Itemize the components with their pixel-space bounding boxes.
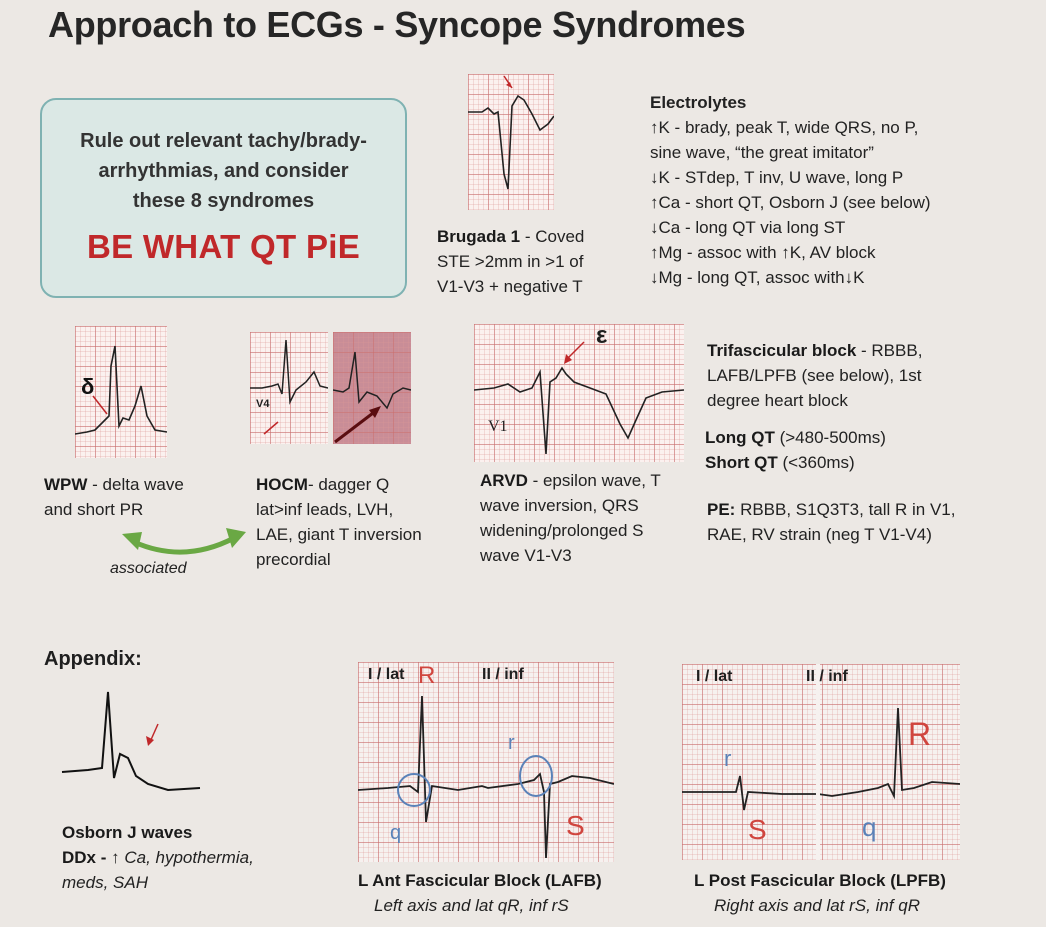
pe-line-2: RAE, RV strain (neg T V1-V4) xyxy=(707,525,932,544)
hocm-line-3: LAE, giant T inversion xyxy=(256,525,422,544)
lpfb-big-S: S xyxy=(748,814,767,845)
epsilon-symbol: ε xyxy=(596,324,608,349)
arvd-lead-label: V1 xyxy=(488,418,508,435)
ddx-line-2: meds, SAH xyxy=(62,873,148,892)
rule-out-box xyxy=(40,98,407,298)
ddx-label: DDx - xyxy=(62,848,112,867)
trifascicular-note xyxy=(707,338,922,413)
wpw-line-2: and short PR xyxy=(44,500,144,519)
lpfb-big-R: R xyxy=(908,716,932,752)
trifascicular-name: Trifascicular block xyxy=(707,341,857,360)
mnemonic: BE WHAT QT PiE xyxy=(86,228,361,265)
qt-notes xyxy=(705,425,886,475)
hocm-line-2: lat>inf leads, LVH, xyxy=(256,500,394,519)
osborn-title: Osborn J waves xyxy=(62,823,193,842)
page-title: Approach to ECGs - Syncope Syndromes xyxy=(48,4,746,45)
ddx-line-1: ↑ Ca, hypothermia, xyxy=(111,848,254,867)
lafb-lead-1: I / lat xyxy=(368,666,405,683)
lpfb-small-q: q xyxy=(862,812,877,842)
lafb-title: L Ant Fascicular Block (LAFB) xyxy=(358,871,602,890)
wpw-caption xyxy=(44,472,184,522)
hocm-ecg-v4-image xyxy=(250,332,328,444)
osborn-ecg-image xyxy=(58,684,204,800)
electrolyte-line: ↑K - brady, peak T, wide QRS, no P, xyxy=(650,118,919,137)
electrolyte-line: ↑Mg - assoc with ↑K, AV block xyxy=(650,243,876,262)
lafb-subtitle: Left axis and lat qR, inf rS xyxy=(374,896,569,915)
hocm-lead-label: V4 xyxy=(256,398,270,410)
lafb-lead-2: II / inf xyxy=(482,666,524,683)
electrolyte-line: sine wave, “the great imitator” xyxy=(650,143,874,162)
osborn-caption xyxy=(62,820,254,895)
long-qt-name: Long QT xyxy=(705,428,775,447)
lafb-small-q: q xyxy=(390,822,402,844)
arvd-line-2: wave inversion, QRS xyxy=(480,496,639,515)
lpfb-lead-2: II / inf xyxy=(806,668,848,685)
lafb-small-r: r xyxy=(508,732,515,754)
electrolytes-section xyxy=(650,90,931,290)
lpfb-subtitle: Right axis and lat rS, inf qR xyxy=(714,896,920,915)
wpw-ecg-image xyxy=(75,326,167,458)
electrolyte-line: ↓Ca - long QT via long ST xyxy=(650,218,846,237)
lpfb-small-r: r xyxy=(724,746,732,771)
electrolyte-line: ↑Ca - short QT, Osborn J (see below) xyxy=(650,193,931,212)
long-qt-value: (>480-500ms) xyxy=(774,428,886,447)
trifascicular-line-3: degree heart block xyxy=(707,391,848,410)
brugada-caption xyxy=(437,224,584,299)
short-qt-name: Short QT xyxy=(705,453,778,472)
pe-note xyxy=(707,497,956,547)
lpfb-ecg-image xyxy=(682,664,960,860)
pe-line-1: RBBB, S1Q3T3, tall R in V1, xyxy=(735,500,956,519)
arvd-line-3: widening/prolonged S xyxy=(480,521,644,540)
arvd-line-1: - epsilon wave, T xyxy=(527,471,661,490)
brugada-line-1: - Coved xyxy=(520,227,585,246)
lpfb-title: L Post Fascicular Block (LPFB) xyxy=(694,871,946,890)
arvd-ecg-image xyxy=(474,324,684,462)
appendix-heading: Appendix: xyxy=(44,648,142,670)
lafb-caption xyxy=(358,868,602,918)
brugada-ecg-image xyxy=(468,74,554,210)
wpw-name: WPW xyxy=(44,475,88,494)
lpfb-caption xyxy=(694,868,946,918)
hocm-name: HOCM xyxy=(256,475,308,494)
brugada-line-3: V1-V3 + negative T xyxy=(437,277,583,296)
delta-symbol: δ xyxy=(81,374,95,399)
arvd-line-4: wave V1-V3 xyxy=(480,546,572,565)
rule-line-1: Rule out relevant tachy/brady- xyxy=(80,130,367,152)
hocm-ecg-inversion-image xyxy=(333,332,411,444)
wpw-line-1: - delta wave xyxy=(87,475,184,494)
hocm-line-1: - dagger Q xyxy=(307,475,390,494)
arvd-name: ARVD xyxy=(480,471,528,490)
brugada-name: Brugada 1 xyxy=(437,227,521,246)
hocm-caption xyxy=(256,472,422,572)
associated-label: associated xyxy=(110,560,187,577)
lpfb-lead-1: I / lat xyxy=(696,668,733,685)
lafb-ecg-image xyxy=(358,662,614,862)
lafb-big-S: S xyxy=(566,810,585,841)
rule-line-2: arrhythmias, and consider xyxy=(98,160,349,182)
electrolyte-line: ↓Mg - long QT, assoc with↓K xyxy=(650,268,865,287)
brugada-line-2: STE >2mm in >1 of xyxy=(437,252,584,271)
arvd-caption xyxy=(480,468,661,568)
pe-name: PE: xyxy=(707,500,736,519)
lafb-big-R: R xyxy=(418,662,436,689)
short-qt-value: (<360ms) xyxy=(777,453,855,472)
trifascicular-line-2: LAFB/LPFB (see below), 1st xyxy=(707,366,922,385)
trifascicular-line-1: - RBBB, xyxy=(856,341,923,360)
electrolyte-line: ↓K - STdep, T inv, U wave, long P xyxy=(650,168,904,187)
rule-line-3: these 8 syndromes xyxy=(132,190,315,212)
hocm-line-4: precordial xyxy=(256,550,331,569)
electrolytes-heading: Electrolytes xyxy=(650,93,747,112)
